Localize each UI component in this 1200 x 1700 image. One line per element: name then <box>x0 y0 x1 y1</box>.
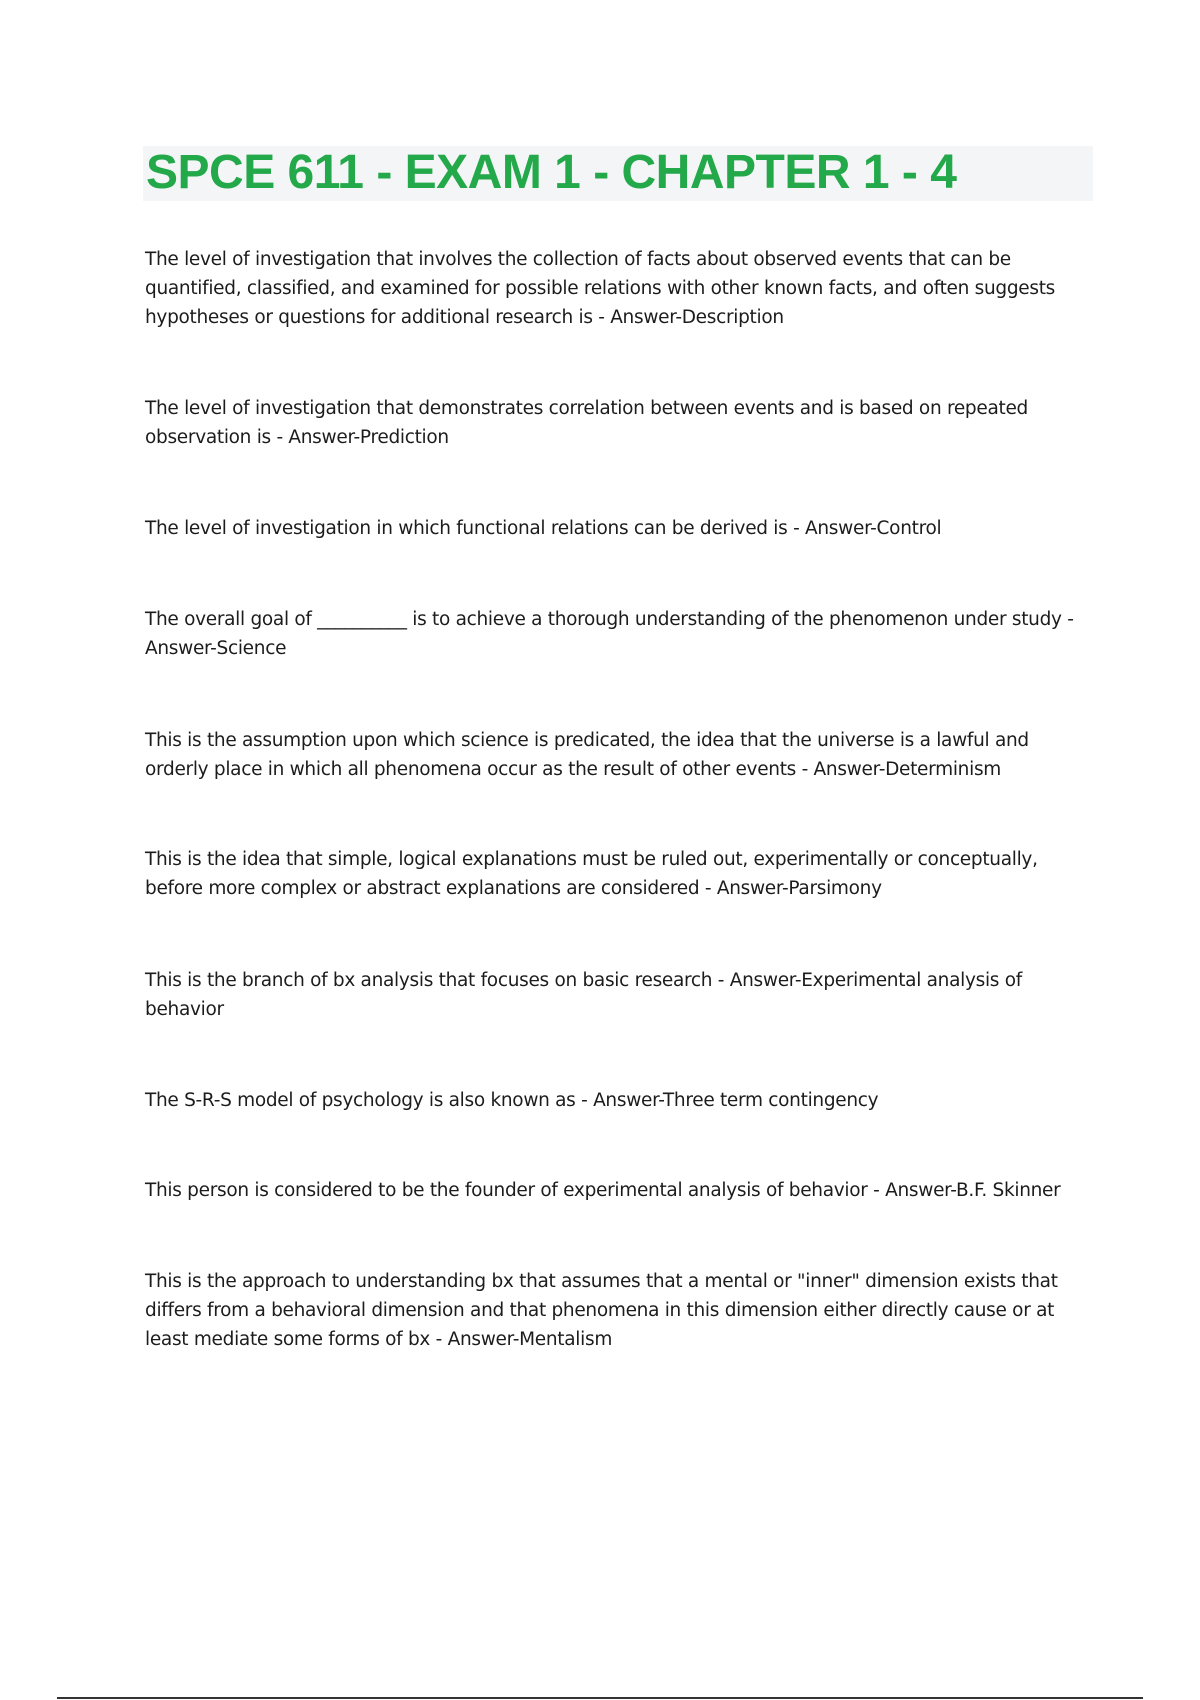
qa-item-8 <box>145 1086 1095 1115</box>
answer-text: Answer-Description <box>610 307 784 328</box>
footer-rule <box>57 1697 1143 1699</box>
answer-text: Answer-Parsimony <box>716 878 882 899</box>
answer-text: Answer-Experimental analysis of behavior <box>145 970 1022 1020</box>
answer-text: Answer-Determinism <box>813 759 1002 780</box>
answer-text: Answer-B.F. Skinner <box>885 1180 1061 1201</box>
question-text: The level of investigation that involves the collection of facts about observed events that can be quantified, classified, and examined for possible relations with other known facts, and often suggests hypotheses or questions for additional research is - <box>145 249 1056 328</box>
qa-item-10 <box>145 1267 1095 1354</box>
answer-text: Answer-Three term contingency <box>593 1090 879 1111</box>
qa-item-3 <box>145 514 1095 543</box>
question-text: This person is considered to be the founder of experimental analysis of behavior - <box>145 1180 886 1201</box>
answer-text: Answer-Science <box>145 638 287 659</box>
answer-text: Answer-Control <box>805 518 942 539</box>
question-text: This is the idea that simple, logical explanations must be ruled out, experimentally or conceptually, before more complex or abstract explanations are considered - <box>145 849 1038 899</box>
question-text: This is the approach to understanding bx that assumes that a mental or "inner" dimension exists that differs from a behavioral dimension and that phenomena in this dimension either directly cause or at least mediate some forms of bx - <box>145 1271 1058 1350</box>
qa-item-9 <box>145 1176 1095 1205</box>
qa-item-2 <box>145 394 1095 452</box>
qa-item-5 <box>145 726 1095 784</box>
qa-item-1 <box>145 245 1095 332</box>
question-text: The level of investigation in which functional relations can be derived is - <box>145 518 806 539</box>
question-text: The S-R-S model of psychology is also known as - <box>145 1090 594 1111</box>
qa-item-6 <box>145 845 1095 903</box>
qa-item-7 <box>145 966 1095 1024</box>
question-text: The overall goal of __________ is to achieve a thorough understanding of the phenomenon under study - <box>145 609 1074 630</box>
question-text: This is the branch of bx analysis that focuses on basic research - <box>145 970 730 991</box>
qa-item-4 <box>145 605 1095 663</box>
answer-text: Answer-Mentalism <box>447 1329 613 1350</box>
question-text: This is the assumption upon which science is predicated, the idea that the universe is a lawful and orderly place in which all phenomena occur as the result of other events - <box>145 730 1029 780</box>
question-text: The level of investigation that demonstrates correlation between events and is based on repeated observation is - <box>145 398 1028 448</box>
document-title: SPCE 611 - EXAM 1 - CHAPTER 1 - 4 <box>146 146 957 199</box>
answer-text: Answer-Prediction <box>288 427 449 448</box>
